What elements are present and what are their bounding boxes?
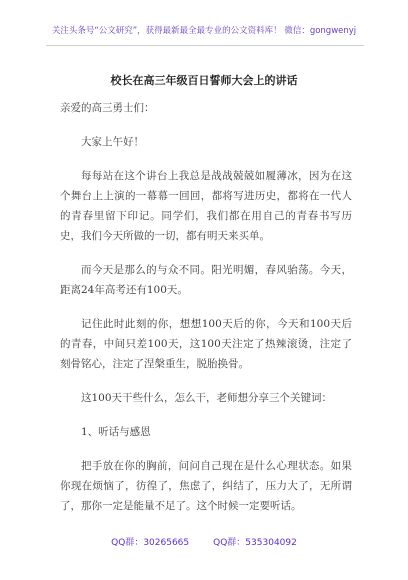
section-heading-1: 1、听话与感恩 [81,426,151,438]
paragraph-remember: 记住此时此刻的你，想想100天后的你，今天和100天后的青春，中间只差100天，这100天注定了热辣滚烫，注定了刻骨铭心，注定了涅槃重生，脱胎换骨。 [60,318,352,370]
paragraph-greeting: 大家上午好！ [81,136,144,148]
document-title: 校长在高三年级百日誓师大会上的讲话 [110,74,298,87]
paragraph-keywords: 这100天干些什么，怎么干，老师想分享三个关键词： [81,392,333,404]
footer [0,535,408,548]
paragraph-countdown: 而今天是那么的与众不同。阳光明媚，春风骀荡。今天，距离24年高考还有100天。 [60,264,352,296]
header-banner: 关注头条号“公文研究”，获得最新最全最专业的公文资料库！ 微信：gongwenyj [51,26,357,36]
footer-qq-group-2: QQ群：535304092 [213,538,297,548]
footer-qq-group-1: QQ群：30265665 [111,538,190,548]
salutation: 亲爱的高三勇士们： [60,102,155,114]
paragraph-intro: 每每站在这个讲台上我总是战战兢兢如履薄冰，因为在这个舞台上上演的一幕幕一回回，都将写进历史，都将在一代人的青春里留下印记。同学们，我们都在用自己的青春书写历史，我们今天所做的一切，都有明天来买单。 [60,170,352,242]
paragraph-listen: 把手放在你的胸前，问问自己现在是什么心理状态。如果你现在烦恼了，彷徨了，焦虑了，纠结了，压力大了，无所谓了，那你一定是能量不足了。这个时候一定要听话。 [60,460,352,512]
header-divider [46,45,364,46]
document-body [60,98,352,530]
